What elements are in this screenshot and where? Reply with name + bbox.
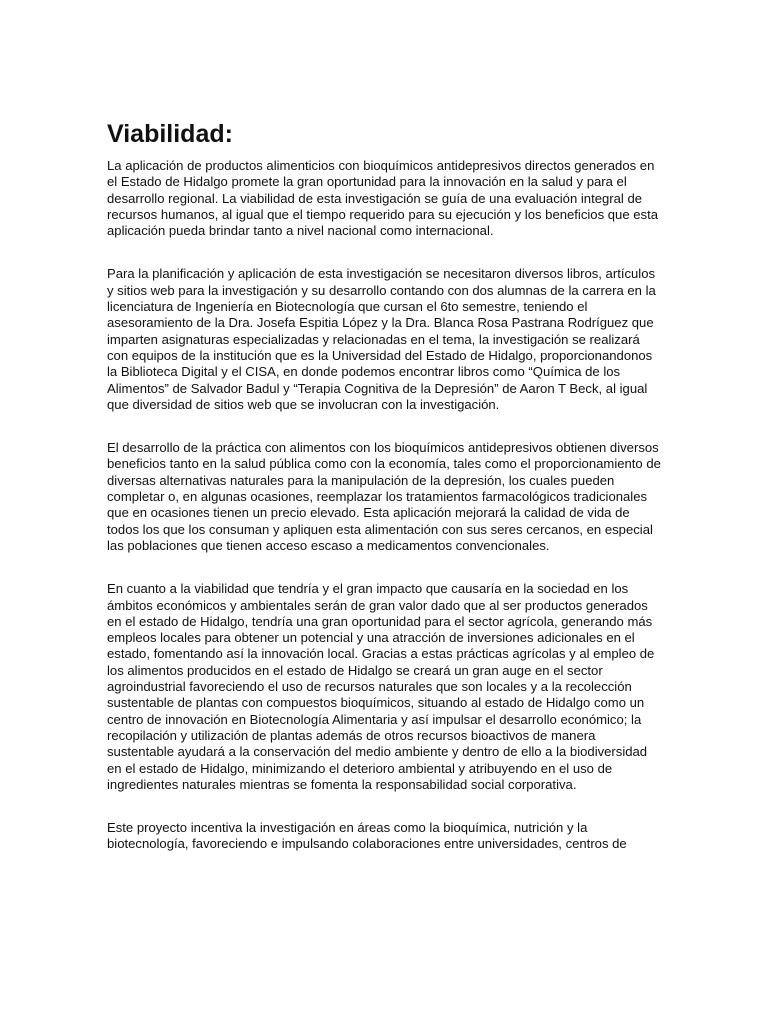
paragraph-planning: Para la planificación y aplicación de esta investigación se necesitaron diversos libros, artículos y sitios web para la investigación y su desarrollo contando con dos alumnas de la carrera en la licenciatura de Ingeniería en Biotecnología que cursan el 6to semestre, teniendo el asesoramiento de la Dra. Josefa Espitia López y la Dra. Blanca Rosa Pastrana Rodríguez que imparten asignaturas especializadas y relacionadas en el tema, la investigación se realizará con equipos de la institución que es la Universidad del Estado de Hidalgo, proporcionandonos la Biblioteca Digital y el CISA, en donde podemos encontrar libros como “Química de los Alimentos” de Salvador Badul y “Terapia Cognitiva de la Depresión” de Aaron T Beck, al igual que diversidad de sitios web que se involucran con la investigación. (107, 266, 656, 412)
paragraph-intro: La aplicación de productos alimenticios con bioquímicos antidepresivos directos generados en el Estado de Hidalgo promete la gran oportunidad para la innovación en la salud y para el desarrollo regional. La viabilidad de esta investigación se guía de una evaluación integral de recursos humanos, al igual que el tiempo requerido para su ejecución y los beneficios que esta aplicación pueda brindar tanto a nivel nacional como internacional. (107, 158, 658, 239)
paragraph-impact: En cuanto a la viabilidad que tendría y el gran impacto que causaría en la sociedad en los ámbitos económicos y ambientales serán de gran valor dado que al ser productos generados en el estado de Hidalgo, tendría una gran oportunidad para el sector agrícola, generando más empleos locales para obtener un potencial y una atracción de inversiones adicionales en el estado, fomentando así la innovación local. Gracias a estas prácticas agrícolas y al empleo de los alimentos producidos en el estado de Hidalgo se creará un gran auge en el sector agroindustrial favoreciendo el uso de recursos naturales que son locales y a la recolección sustentable de plantas con compuestos bioquímicos, situando al estado de Hidalgo como un centro de innovación en Biotecnología Alimentaria y así impulsar el desarrollo económico; la recopilación y utilización de plantas además de otros recursos bioactivos de manera sustentable ayudará a la conservación del medio ambiente y dentro de ello a la biodiversidad en el estado de Hidalgo, minimizando el deterioro ambiental y atribuyendo en el uso de ingredientes naturales mientras se fomenta la responsabilidad social corporativa. (107, 581, 655, 792)
paragraph-benefits: El desarrollo de la práctica con alimentos con los bioquímicos antidepresivos obtienen diversos beneficios tanto en la salud pública como con la economía, tales como el proporcionamiento de diversas alternativas naturales para la manipulación de la depresión, los cuales pueden completar o, en algunas ocasiones, reemplazar los tratamientos farmacológicos tradicionales que en ocasiones tienen un precio elevado. Esta aplicación mejorará la calidad de vida de todos los que los consuman y apliquen esta alimentación con sus seres cercanos, en especial las poblaciones que tienen acceso escaso a medicamentos convencionales. (107, 440, 661, 553)
paragraph-research: Este proyecto incentiva la investigación en áreas como la bioquímica, nutrición y la biotecnología, favoreciendo e impulsando colaboraciones entre universidades, centros de (107, 820, 627, 852)
section-heading: Viabilidad: (107, 120, 233, 148)
document-page (107, 118, 663, 880)
